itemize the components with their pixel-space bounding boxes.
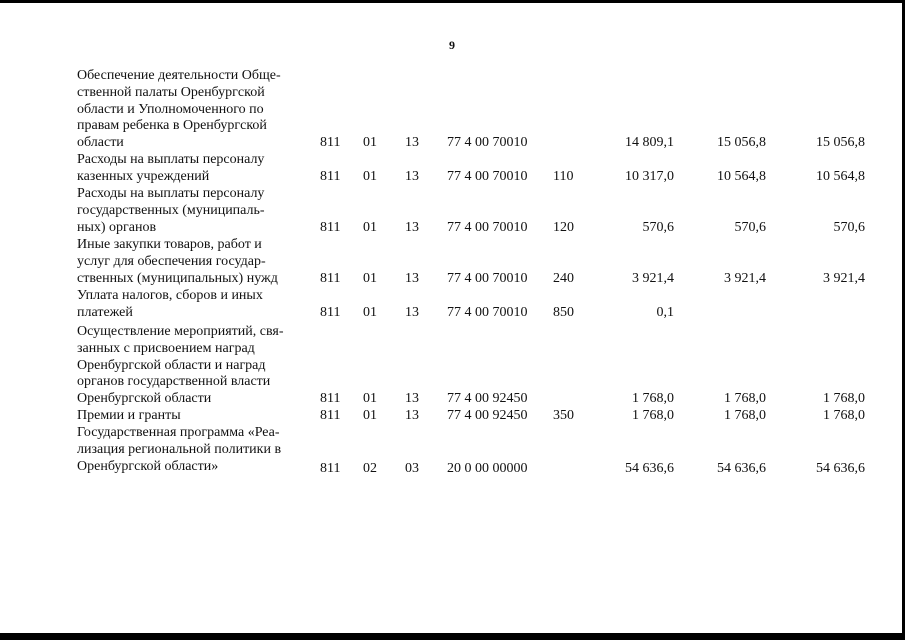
- cell-vr: 120: [553, 220, 574, 236]
- row-name: Государственная программа «Реа- лизация региональной политики в Оренбургской области»: [77, 425, 282, 474]
- cell-year-3: 1 768,0: [823, 391, 865, 407]
- cell-year-1: 1 768,0: [632, 391, 674, 407]
- cell-rz: 02: [363, 461, 377, 477]
- table-row: [0, 186, 905, 237]
- cell-csr: 20 0 00 00000: [447, 461, 528, 477]
- cell-ved: 811: [320, 305, 341, 321]
- table-row: [0, 288, 905, 322]
- cell-pr: 13: [405, 305, 419, 321]
- cell-year-3: 1 768,0: [823, 408, 865, 424]
- cell-pr: 13: [405, 391, 419, 407]
- page-number: 9: [449, 38, 455, 52]
- cell-year-1: 1 768,0: [632, 408, 674, 424]
- cell-year-2: 570,6: [734, 220, 766, 236]
- cell-year-2: 10 564,8: [717, 169, 766, 185]
- row-name: Обеспечение деятельности Обще- ственной палаты Оренбургской области и Уполномоченного по правам ребенка в Оренбургской области: [77, 68, 281, 151]
- cell-year-3: 54 636,6: [816, 461, 865, 477]
- cell-csr: 77 4 00 92450: [447, 391, 528, 407]
- cell-rz: 01: [363, 169, 377, 185]
- cell-ved: 811: [320, 408, 341, 424]
- row-name: Осуществление мероприятий, свя- занных с присвоением наград Оренбургской области и наград органов государственной власти Оренбургской области: [77, 324, 284, 407]
- row-name: Расходы на выплаты персоналу государственных (муниципаль- ных) органов: [77, 186, 265, 235]
- cell-vr: 350: [553, 408, 574, 424]
- cell-rz: 01: [363, 408, 377, 424]
- cell-csr: 77 4 00 92450: [447, 408, 528, 424]
- table-row: [0, 408, 905, 425]
- cell-rz: 01: [363, 271, 377, 287]
- cell-year-1: 54 636,6: [625, 461, 674, 477]
- cell-year-3: 570,6: [833, 220, 865, 236]
- table-row: [0, 68, 905, 152]
- cell-csr: 77 4 00 70010: [447, 305, 528, 321]
- cell-year-1: 570,6: [642, 220, 674, 236]
- cell-ved: 811: [320, 391, 341, 407]
- cell-ved: 811: [320, 220, 341, 236]
- cell-csr: 77 4 00 70010: [447, 135, 528, 151]
- row-name: Премии и гранты: [77, 408, 181, 423]
- cell-pr: 03: [405, 461, 419, 477]
- row-name: Расходы на выплаты персоналу казенных учреждений: [77, 152, 265, 184]
- cell-rz: 01: [363, 220, 377, 236]
- cell-year-3: 15 056,8: [816, 135, 865, 151]
- cell-pr: 13: [405, 271, 419, 287]
- cell-csr: 77 4 00 70010: [447, 169, 528, 185]
- cell-year-2: 3 921,4: [724, 271, 766, 287]
- cell-pr: 13: [405, 220, 419, 236]
- cell-year-3: 10 564,8: [816, 169, 865, 185]
- table-row: [0, 425, 905, 478]
- cell-year-2: 15 056,8: [717, 135, 766, 151]
- cell-year-2: 54 636,6: [717, 461, 766, 477]
- cell-year-2: 1 768,0: [724, 408, 766, 424]
- page-frame-top: [0, 0, 905, 3]
- cell-year-3: 3 921,4: [823, 271, 865, 287]
- cell-rz: 01: [363, 391, 377, 407]
- page-frame-bottom: [0, 633, 905, 640]
- cell-csr: 77 4 00 70010: [447, 220, 528, 236]
- cell-ved: 811: [320, 461, 341, 477]
- cell-pr: 13: [405, 135, 419, 151]
- cell-year-1: 14 809,1: [625, 135, 674, 151]
- cell-pr: 13: [405, 408, 419, 424]
- cell-vr: 850: [553, 305, 574, 321]
- table-row: [0, 152, 905, 186]
- table-row: [0, 324, 905, 408]
- table-row: [0, 237, 905, 288]
- cell-ved: 811: [320, 271, 341, 287]
- cell-rz: 01: [363, 135, 377, 151]
- cell-year-2: 1 768,0: [724, 391, 766, 407]
- cell-rz: 01: [363, 305, 377, 321]
- cell-year-1: 3 921,4: [632, 271, 674, 287]
- row-name: Уплата налогов, сборов и иных платежей: [77, 288, 263, 320]
- cell-ved: 811: [320, 169, 341, 185]
- row-name: Иные закупки товаров, работ и услуг для обеспечения государ- ственных (муниципальных) нужд: [77, 237, 278, 286]
- cell-pr: 13: [405, 169, 419, 185]
- cell-vr: 110: [553, 169, 574, 185]
- cell-ved: 811: [320, 135, 341, 151]
- cell-vr: 240: [553, 271, 574, 287]
- cell-csr: 77 4 00 70010: [447, 271, 528, 287]
- cell-year-1: 0,1: [656, 305, 674, 321]
- cell-year-1: 10 317,0: [625, 169, 674, 185]
